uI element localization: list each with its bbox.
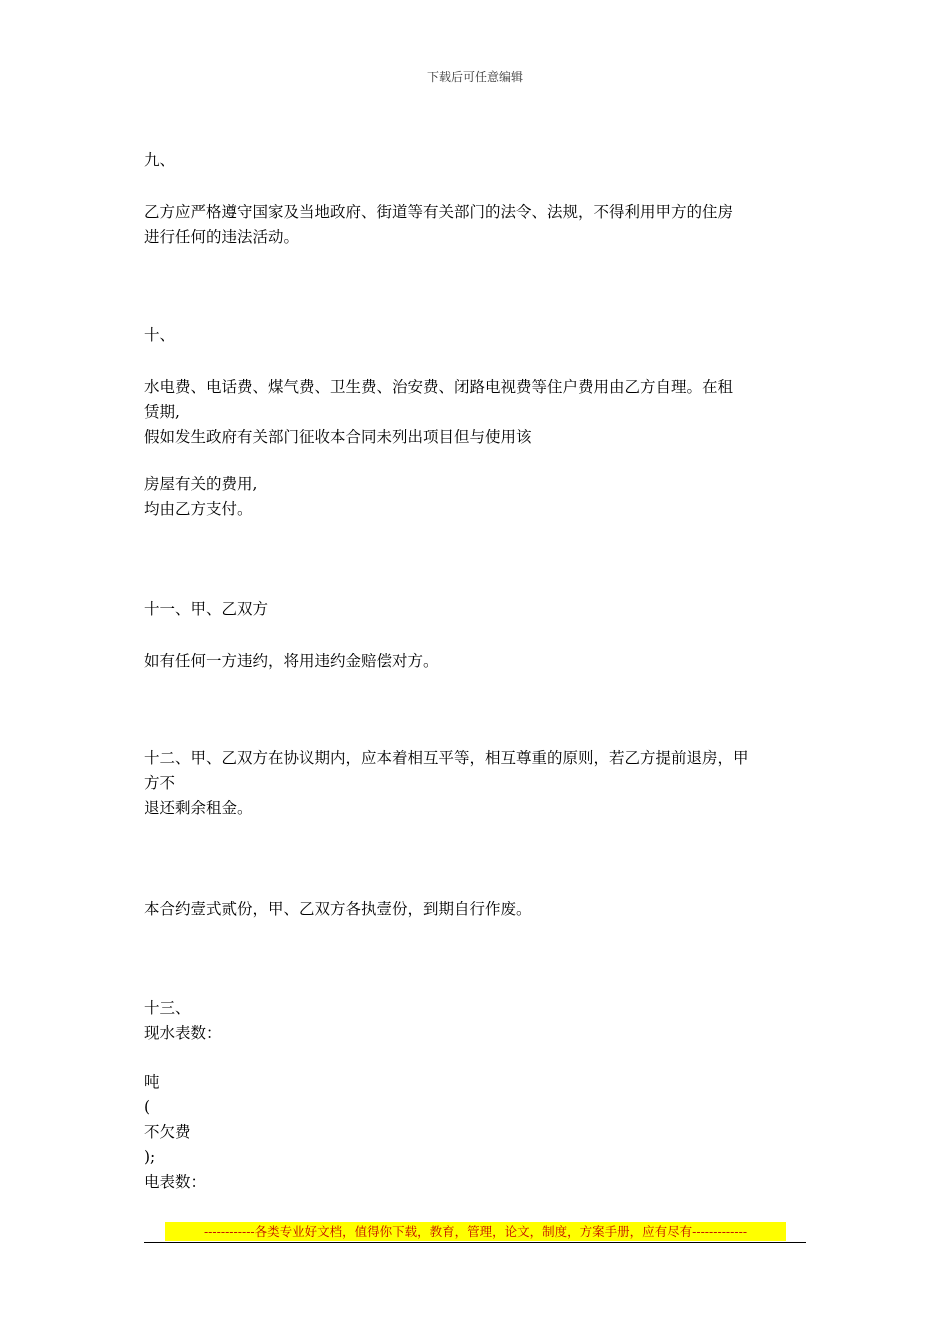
electric-meter-label: 电表数： (144, 1173, 207, 1191)
section-11-text: 如有任何一方违约，将用违约金赔偿对方。 (144, 652, 439, 670)
section-9-heading: 九、 (144, 151, 176, 169)
footer-banner: ------------各类专业好文档，值得你下载，教育，管理，论文，制度，方案手册，应有尽有------------- (165, 1222, 786, 1241)
open-paren: ( (144, 1098, 151, 1116)
footer-rule (144, 1242, 806, 1243)
section-10-text-line-4: 房屋有关的费用, (144, 475, 258, 493)
water-unit-ton: 吨 (144, 1073, 160, 1091)
no-arrears-text: 不欠费 (144, 1123, 191, 1141)
contract-copies-text: 本合约壹式贰份，甲、乙双方各执壹份，到期自行作废。 (144, 900, 532, 918)
water-meter-label: 现水表数： (144, 1024, 222, 1042)
section-13-heading: 十三、 (144, 999, 191, 1017)
section-9-text-line-1: 乙方应严格遵守国家及当地政府、街道等有关部门的法令、法规，不得利用甲方的住房 (144, 203, 734, 221)
section-11-heading: 十一、甲、乙双方 (144, 600, 269, 618)
section-12-text-line-3: 退还剩余租金。 (144, 799, 253, 817)
section-10-heading: 十、 (144, 326, 176, 344)
section-10-text-line-5: 均由乙方支付。 (144, 500, 253, 518)
section-10-text-line-3: 假如发生政府有关部门征收本合同未列出项目但与使用该 (144, 428, 532, 446)
section-9-text-line-2: 进行任何的违法活动。 (144, 228, 300, 246)
section-12-text-line-2: 方不 (144, 774, 176, 792)
close-paren: ); (144, 1148, 156, 1166)
section-10-text-line-1: 水电费、电话费、煤气费、卫生费、治安费、闭路电视费等住户费用由乙方自理。在租 (144, 378, 734, 396)
page-header: 下载后可任意编辑 (426, 70, 523, 84)
section-12-text-line-1: 十二、甲、乙双方在协议期内，应本着相互平等，相互尊重的原则，若乙方提前退房，甲 (144, 749, 749, 767)
section-10-text-line-2: 赁期, (144, 403, 180, 421)
